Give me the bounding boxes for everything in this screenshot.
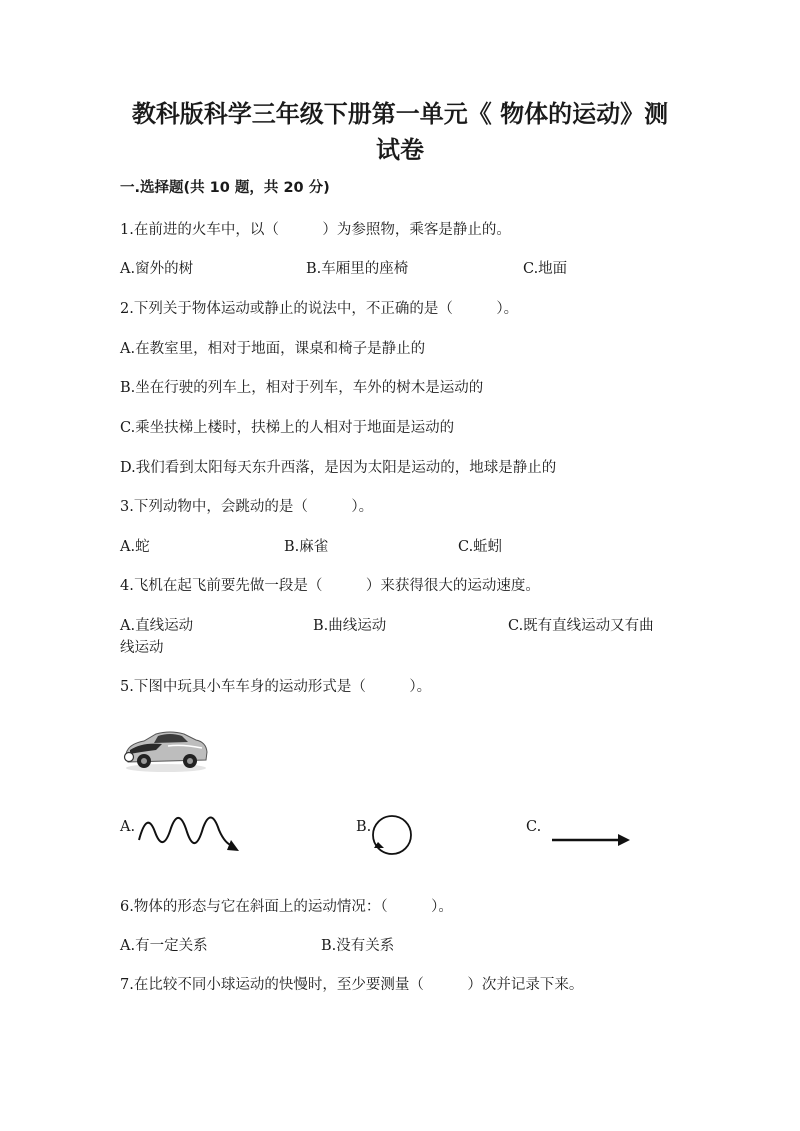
straight-arrow-icon — [550, 830, 634, 850]
question-2-option-c: C.乘坐扶梯上楼时，扶梯上的人相对于地面是运动的 — [120, 420, 455, 436]
question-1-stem: 1.在前进的火车中，以（ ）为参照物，乘客是静止的。 — [120, 222, 511, 238]
question-4-option-a: A.直线运动 — [120, 618, 194, 634]
question-4-option-b: B.曲线运动 — [313, 618, 387, 634]
title-line-1: 教科版科学三年级下册第一单元《 物体的运动》测 — [131, 100, 669, 128]
question-5-option-b: B. — [356, 819, 372, 835]
question-3-stem: 3.下列动物中，会跳动的是（ ）。 — [120, 499, 374, 515]
question-1-option-c: C.地面 — [523, 261, 568, 277]
question-7-stem: 7.在比较不同小球运动的快慢时，至少要测量（ ）次并记录下来。 — [120, 977, 584, 993]
question-3-option-c: C.蚯蚓 — [458, 539, 503, 555]
question-3-option-a: A.蛇 — [120, 539, 150, 555]
question-4-option-c: C.既有直线运动又有曲 — [508, 618, 654, 634]
document-title — [100, 96, 700, 168]
toy-car-image — [122, 728, 210, 774]
question-2-option-a: A.在教室里，相对于地面，课桌和椅子是静止的 — [120, 341, 426, 357]
question-5-option-c: C. — [526, 819, 542, 835]
question-2-option-b: B.坐在行驶的列车上，相对于列车，车外的树木是运动的 — [120, 380, 484, 396]
question-2-option-d: D.我们看到太阳每天东升西落，是因为太阳是运动的，地球是静止的 — [120, 460, 557, 476]
wavy-path-arrow-icon — [135, 810, 245, 856]
question-1-option-b: B.车厢里的座椅 — [306, 261, 409, 277]
title-line-2: 试卷 — [376, 136, 424, 164]
question-2-stem: 2.下列关于物体运动或静止的说法中，不正确的是（ ）。 — [120, 301, 519, 317]
circular-path-icon — [368, 812, 416, 858]
question-6-option-b: B.没有关系 — [321, 938, 395, 954]
question-6-option-a: A.有一定关系 — [120, 938, 208, 954]
question-6-stem: 6.物体的形态与它在斜面上的运动情况：（ ）。 — [120, 899, 453, 915]
question-3-option-b: B.麻雀 — [284, 539, 329, 555]
section-heading: 一.选择题(共 10 题，共 20 分) — [120, 180, 330, 196]
question-5-stem: 5.下图中玩具小车车身的运动形式是（ ）。 — [120, 679, 432, 695]
question-1-option-a: A.窗外的树 — [120, 261, 194, 277]
question-4-option-c-continued: 线运动 — [120, 640, 164, 656]
question-4-stem: 4.飞机在起飞前要先做一段是（ ）来获得很大的运动速度。 — [120, 578, 540, 594]
question-5-option-a: A. — [120, 819, 136, 835]
